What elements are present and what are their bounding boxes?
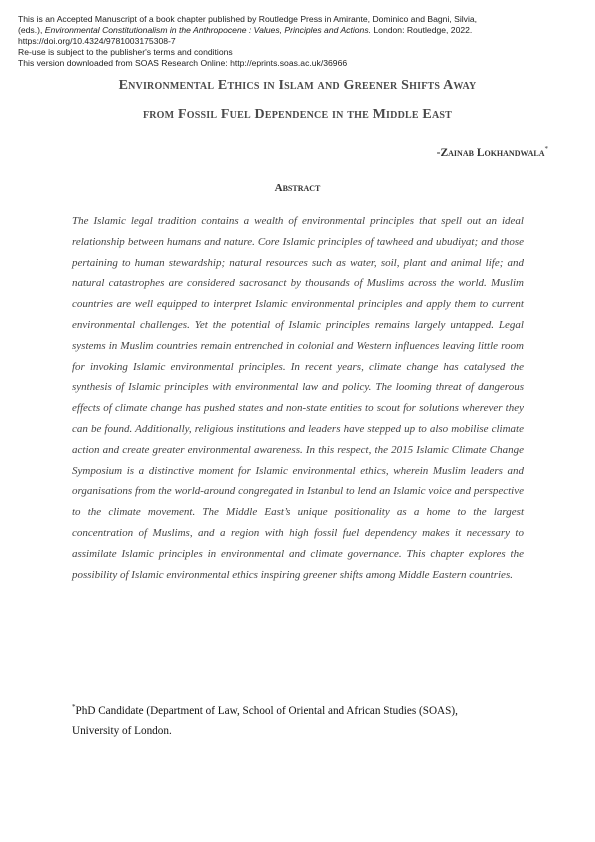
- author-name: -Zainab Lokhandwala: [436, 147, 545, 159]
- chapter-title-line-1: Environmental Ethics in Islam and Greener Shifts Away: [118, 78, 477, 93]
- chapter-title-line-2: from Fossil Fuel Dependence in the Middle East: [142, 107, 453, 122]
- notice-publisher: London: Routledge, 2022.: [371, 25, 473, 35]
- notice-line-book: [18, 25, 578, 36]
- author-footnote-marker: *: [544, 145, 548, 153]
- repository-notice: [18, 14, 578, 69]
- footnote-line-1: [72, 697, 532, 721]
- footnote-affiliation: PhD Candidate (Department of Law, School of Oriental and African Studies (SOAS),: [75, 705, 458, 717]
- notice-eds: (eds.),: [18, 25, 45, 35]
- notice-download-source: This version downloaded from SOAS Research Online: http://eprints.soas.ac.uk/36966: [18, 58, 348, 68]
- notice-book-title: Environmental Constitutionalism in the Anthropocene : Values, Principles and Actions.: [44, 25, 372, 35]
- abstract-text: The Islamic legal tradition contains a wealth of environmental principles that spell out an ideal relationship between humans and nature. Core Islamic principles of tawheed and ubudiyat; and those pertaining to human stewardship; natural resources such as water, soil, plant and animal life; and natural catastrophes are considered sacrosanct by thousands of Muslims across the world. Muslim countries are well equipped to interpret Islamic environmental principles and apply them to current environmental challenges. Yet the potential of Islamic principles remains largely untapped. Legal systems in Muslim countries remain entrenched in colonial and Western influences leaving little room for invoking Islamic environmental principles. In recent years, climate change has catalysed the synthesis of Islamic principles with environmental law and policy. The looming threat of dangerous effects of climate change has pushed states and non-state entities to scout for solutions wherever they can be found. Additionally, religious institutions and leaders have stepped up to also mobilise climate action and create greater environmental awareness. In this respect, the 2015 Islamic Climate Change Symposium is a distinctive moment for Islamic environmental ethics, wherein Muslim leaders and organisations from the world-around congregated in Istanbul to lend an Islamic voice and perspective to the climate movement. The Middle East’s unique positionality as a home to the largest concentration of Muslims, and a region with high fossil fuel dependency makes it necessary to assimilate Islamic principles in environmental and climate governance. This chapter explores the possibility of Islamic environmental ethics inspiring greener shifts among Middle Eastern countries.: [72, 215, 524, 581]
- abstract-heading: Abstract: [274, 182, 321, 194]
- author-footnote: [72, 697, 532, 741]
- notice-reuse-terms: Re-use is subject to the publisher's terms and conditions: [18, 47, 233, 57]
- notice-line-citation: This is an Accepted Manuscript of a book chapter published by Routledge Press in Amirante, Dominico and Bagni, Silvia,: [18, 14, 478, 24]
- footnote-marker: *: [72, 703, 76, 711]
- footnote-line-2: University of London.: [72, 725, 172, 737]
- notice-doi-link[interactable]: https://doi.org/10.4324/9781003175308-7: [18, 36, 176, 46]
- author-byline: [437, 145, 548, 159]
